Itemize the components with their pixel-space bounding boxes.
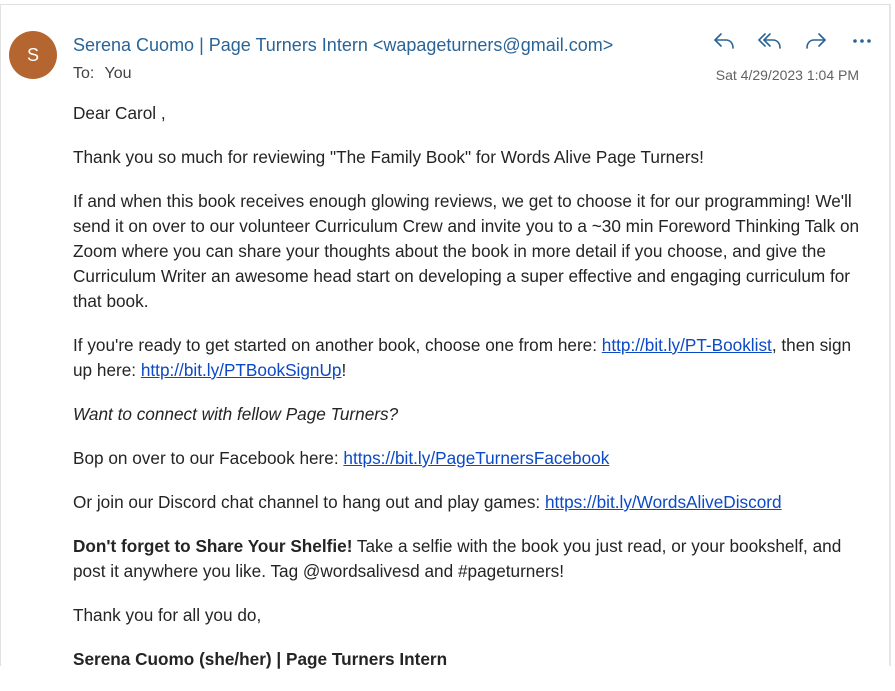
discord-link[interactable]: https://bit.ly/WordsAliveDiscord <box>544 492 782 512</box>
booklist-link[interactable]: http://bit.ly/PT-Booklist <box>601 335 772 355</box>
book-signup-link[interactable]: http://bit.ly/PTBookSignUp <box>140 360 342 380</box>
avatar-initial: S <box>26 44 39 65</box>
forward-button[interactable] <box>793 27 839 55</box>
body-paragraph-2: If and when this book receives enough glowing reviews, we get to choose it for our programming! We'll send it on over to our volunteer Curriculum Crew and invite you to a ~30 min Foreword Thinking Talk on Zoom where you can share your thoughts about the book in more detail if you choose, and give the Curriculum Writer an awesome head start on developing a super effective and engaging curriculum for that book. <box>73 191 860 311</box>
body-paragraph-7 <box>73 534 873 584</box>
facebook-link[interactable]: https://bit.ly/PageTurnersFacebook <box>343 448 610 468</box>
message-body <box>73 101 873 691</box>
discord-intro-text: Or join our Discord chat channel to hang out and play games: <box>73 492 545 512</box>
facebook-intro-text: Bop on over to our Facebook here: <box>73 448 344 468</box>
closing-line: Thank you for all you do, <box>73 605 262 625</box>
sender-label: Serena Cuomo | Page Turners Intern <wapageturners@gmail.com> <box>73 35 614 55</box>
recipient-line <box>73 65 132 83</box>
body-paragraph-3 <box>73 333 873 383</box>
more-icon <box>852 38 872 44</box>
body-paragraph-6 <box>73 490 873 515</box>
reply-all-icon <box>758 31 782 51</box>
reply-button[interactable] <box>701 27 747 55</box>
body-paragraph-5 <box>73 446 873 471</box>
greeting: Dear Carol , <box>73 103 166 123</box>
booklist-intro-text: If you're ready to get started on another book, choose one from here: <box>73 335 602 355</box>
to-recipient[interactable]: You <box>104 65 132 82</box>
reply-all-button[interactable] <box>747 27 793 55</box>
body-paragraph-1: Thank you so much for reviewing "The Family Book" for Words Alive Page Turners! <box>73 147 704 167</box>
signature <box>73 647 873 672</box>
shelfie-text: Take a selfie with the book you just read, or your bookshelf, and post it anywhere you like. Tag @wordsalivesd and #pageturners! <box>73 536 842 581</box>
more-actions-button[interactable] <box>839 27 885 55</box>
to-label: To: <box>73 65 95 82</box>
signup-intro-text: , then sign up here: <box>73 335 852 380</box>
body-paragraph-4 <box>73 402 873 427</box>
timestamp: Sat 4/29/2023 1:04 PM <box>715 67 859 83</box>
message-actions <box>701 27 885 55</box>
exclamation-text: ! <box>341 360 347 380</box>
email-reading-pane <box>0 4 891 669</box>
sender-name[interactable] <box>73 35 613 56</box>
shelfie-heading: Don't forget to Share Your Shelfie! <box>73 536 353 556</box>
signature-name: Serena Cuomo (she/her) | Page Turners Intern <box>73 649 448 669</box>
forward-icon <box>805 31 827 51</box>
avatar[interactable] <box>9 31 57 79</box>
reply-icon <box>713 31 735 51</box>
connect-question: Want to connect with fellow Page Turners? <box>73 404 399 424</box>
